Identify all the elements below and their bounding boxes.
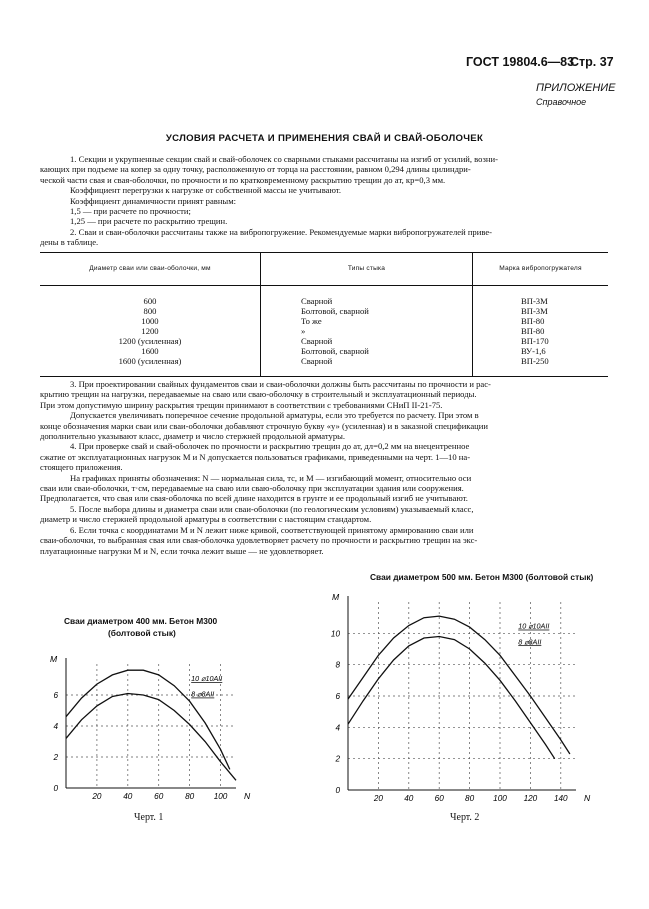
text-line: ческой части свая и свая-оболочки, по прочности и по кратковременному раскрытию трещин до aт, кр=0,3 мм. [40,174,446,185]
series-label: 10 ⌀10АII [518,621,550,631]
page-number: Стр. 37 [570,55,614,69]
text-line: 5. После выбора длины и диаметра сваи или сваи-оболочки (по геологическим условиям) указываемый класс, [70,503,474,514]
text-line: 1. Секции и укрупненные секции свай и свай-оболочек со сварными стыками рассчитаны на изгиб от усилий, возни- [70,154,498,164]
table-cell: ВП-170 [521,336,549,346]
y-tick-label: 6 [53,691,58,700]
table-cell: ВП-80 [521,326,545,336]
series-line [66,670,230,769]
section-title: УСЛОВИЯ РАСЧЕТА И ПРИМЕНЕНИЯ СВАЙ И СВАЙ-ОБОЛОЧЕК [165,133,484,144]
y-tick-label: 4 [335,723,340,733]
table-cell: Сварной [301,336,333,346]
x-axis-label: N [584,793,591,803]
chart2-title: Сваи диаметром 500 мм. Бетон М300 (болтовой стык) [370,572,594,582]
table-cell: Сварной [301,356,333,366]
x-axis-label: N [244,791,251,801]
text-line: Предполагается, что свая или свая-оболочка по всей длине находится в грунте и ее продольный изгиб не учитывают. [40,493,468,504]
y-axis-label: M [50,654,58,664]
table-header-row [40,253,608,286]
text-line: 3. При проектировании свайных фундаментов сваи и сваи-оболочки должны быть рассчитаны по прочности и рас- [70,379,491,389]
x-tick-label: 20 [92,792,102,801]
table-cell: ВП-3М [521,296,548,306]
table-cell: » [301,326,306,336]
text-line: На графиках приняты обозначения: N — нормальная сила, тс, и M — изгибающий момент, относительно оси [70,472,472,483]
series-label: 8 ⌀8АII [191,689,215,699]
x-tick-label: 40 [123,792,133,801]
y-tick-label: 4 [53,722,58,731]
text-line: кающих при подъеме на копер за одну точку, расположенную от торца на расстоянии, равном 0,294 длины цилиндри- [40,164,471,175]
appendix-type: Справочное [536,97,587,107]
text-line: сваи-оболочки, то выбранная свая или свая-оболочка удовлетворяет расчету по прочности и раскрытию трещин на экс- [40,535,478,546]
table-cell: Болтовой, сварной [301,346,369,356]
chart1-title: Сваи диаметром 400 мм. Бетон М300 [64,616,218,626]
text-line: 2. Сваи и сваи-оболочки рассчитаны также на вибропогружение. Рекомендуемые марки вибропогружателей приве- [70,226,493,237]
table-cell: Болтовой, сварной [301,306,369,316]
x-tick-label: 140 [553,794,568,803]
text-line: Допускается увеличивать поперечное сечение продольной арматуры, если это требуется по расчету. При этом в [70,410,479,421]
text-line: плуатационные нагрузки M и N, если точка лежит выше — не удовлетворяет. [40,545,324,556]
text-line: дены в таблице. [40,237,99,248]
text-line: 4. При проверке свай и свай-оболочек по прочности и раскрытию трещин до aт, дл=0,2 мм на внецентренное [70,441,470,452]
series-line [66,694,236,781]
text-line: Коэффициент динамичности принят равным: [70,195,237,206]
text-block-1 [40,154,608,248]
col-header-diameter: Диаметр сваи или сваи-оболочки, мм [40,253,261,286]
y-tick-label: 0 [53,784,58,793]
chart2-svg [318,590,608,808]
y-tick-label: 6 [335,692,340,701]
text-block-2 [40,379,608,556]
x-tick-label: 120 [523,794,538,803]
x-tick-label: 100 [213,792,228,801]
table-cell: 1200 [141,326,159,336]
text-line: Коэффициент перегрузки к нагрузке от собственной массы не учитывают. [70,185,342,196]
table-cell: 600 [143,296,157,306]
text-line: 6. Если точка с координатами M и N лежит ниже кривой, соответствующей принятому армированию сваи или [70,524,474,535]
vibro-table [40,252,608,377]
chart1-svg [30,648,270,808]
text-line: сваи или сваи-оболочки, т·см, передаваемые на сваю или сваю-оболочку при эксплуатации здания или сооружения. [40,483,464,494]
table-cell: 1200 (усиленная) [118,336,182,346]
appendix-label: ПРИЛОЖЕНИЕ [536,82,616,94]
table-cell: То же [301,316,322,326]
x-tick-label: 60 [434,794,444,803]
joint-cell [261,286,473,377]
col-header-joint: Типы стыка [261,253,473,286]
col-header-vibro: Марка вибропогружателя [473,253,609,286]
chart1-caption: Черт. 1 [134,812,164,823]
y-tick-label: 2 [53,753,58,762]
x-tick-label: 80 [185,792,195,801]
text-line: сжатие от эксплуатационных нагрузок M и N допускается пользоваться графиками, приведенными на черт. 1—10 на- [40,451,471,462]
text-line: 1,25 — при расчете по раскрытию трещин. [70,216,228,227]
x-tick-label: 20 [373,794,383,803]
y-tick-label: 0 [335,786,340,795]
y-tick-label: 8 [335,660,340,670]
text-line: крытию трещин на нагрузки, передаваемые на сваю или сваю-оболочку в строительный и эксплуатационный периоды. [40,389,477,400]
text-line: стоящего приложения. [40,462,123,473]
table-cell: 1600 (усиленная) [118,356,182,366]
table-cell: ВП-3М [521,306,548,316]
y-tick-label: 2 [335,754,340,764]
y-tick-label: 10 [330,629,340,639]
table-cell: ВУ-1,6 [521,346,546,356]
table-cell: 800 [143,306,157,316]
y-axis-label: M [332,592,340,602]
text-line: диаметр и число стержней продольной арматуры в соответствии с настоящим стандартом. [40,514,372,525]
x-tick-label: 100 [493,794,507,803]
diameter-cell [40,286,261,377]
table-row [40,286,608,377]
table-cell: 1000 [141,316,159,326]
table-cell: ВП-250 [521,356,549,366]
text-line: 1,5 — при расчете по прочности; [70,206,191,217]
x-tick-label: 40 [404,794,414,803]
text-line: При этом допустимую ширину раскрытия трещин принимают в соответствии с требованиями СНиП II-21-75. [40,399,443,410]
vibro-cell [473,286,609,377]
chart1-subtitle: (болтовой стык) [108,628,176,638]
table-cell: ВП-80 [521,316,545,326]
table-cell: 1600 [141,346,159,356]
document-number: ГОСТ 19804.6—83 [466,55,575,69]
table-cell: Сварной [301,296,333,306]
chart2-caption: Черт. 2 [450,812,480,823]
text-line: конце обозначения марки сваи или сваи-оболочки добавляют строчную букву «у» (усиленная) и в заказной спецификации [40,420,488,431]
series-label: 8 ⌀8АII [518,637,542,647]
series-label: 10 ⌀10АII [191,674,223,684]
x-tick-label: 60 [154,792,164,801]
x-tick-label: 80 [465,794,475,803]
text-line: дополнительно указывают класс, диаметр и число стержней продольной арматуры. [40,431,346,442]
